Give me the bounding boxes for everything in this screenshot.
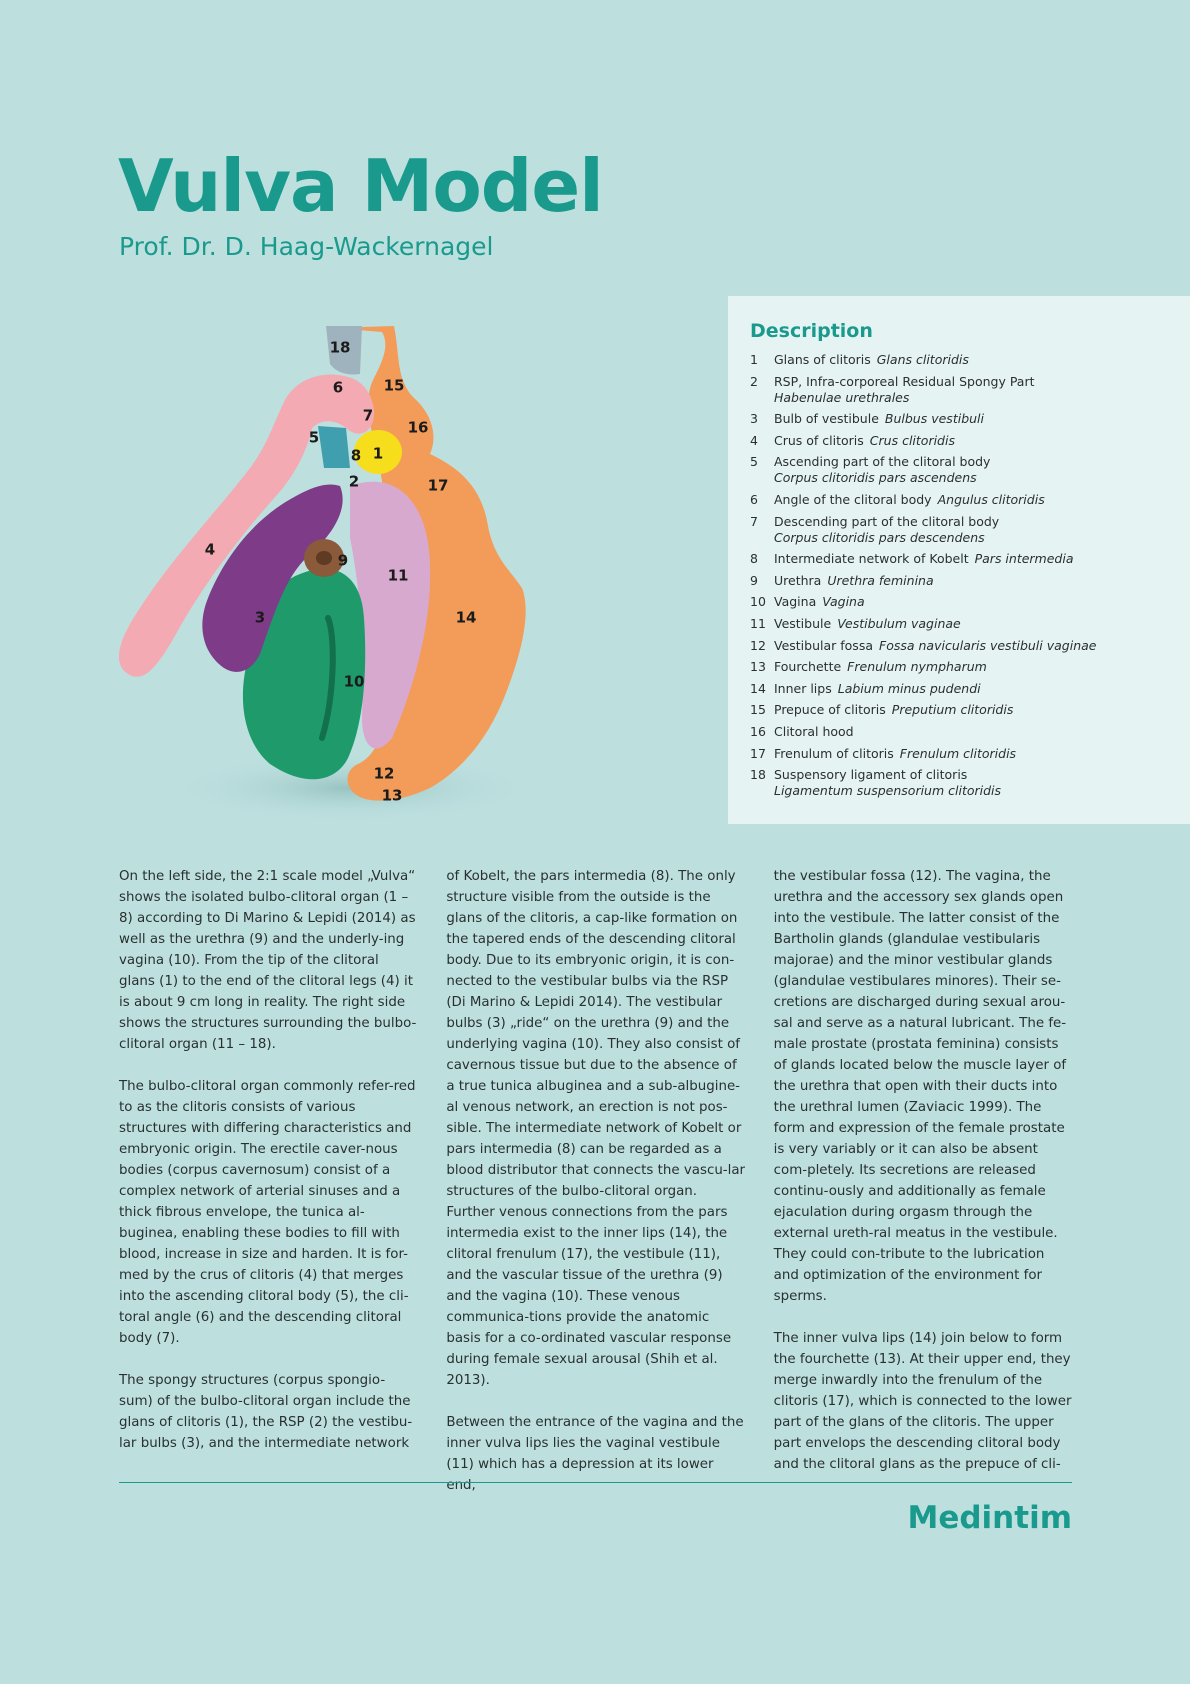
brand-logo: Medintim	[907, 1500, 1072, 1536]
body-text	[119, 866, 1073, 1517]
paragraph: The inner vulva lips (14) join below to form the fourchette (13). At their upper end, they merge inwardly into the frenulum of the clitoris (17), which is connected to the lower part of the glans of the clitoris. The upper part envelops the descending clitoral body and the clitoral glans as the prepuce of cli-	[773, 1331, 1072, 1472]
description-item	[750, 724, 1168, 740]
description-item-name: Glans of clitoris	[774, 352, 871, 367]
description-item	[750, 659, 1168, 675]
description-item-name: Intermediate network of Kobelt	[774, 551, 969, 567]
description-item-name: RSP, Infra-corporeal Residual Spongy Part	[774, 373, 1035, 389]
description-item-text	[774, 681, 1168, 697]
description-item-latin: Ligamentum suspensorium clitoridis	[774, 783, 1002, 799]
description-item-number: 6	[750, 491, 758, 507]
description-item-number: 7	[750, 513, 758, 529]
model-label-9: 9	[337, 551, 349, 570]
description-heading: Description	[750, 320, 873, 342]
model-label-3: 3	[254, 608, 266, 627]
page-title: Vulva Model	[118, 144, 603, 228]
description-item	[750, 594, 1168, 610]
model-label-11: 11	[387, 566, 409, 585]
description-item-latin: Crus clitoridis	[869, 432, 955, 448]
description-item-latin: Urethra feminina	[827, 572, 934, 588]
description-item-latin: Frenulum nympharum	[847, 659, 987, 675]
model-label-4: 4	[204, 540, 216, 559]
description-item-latin: Labium minus pudendi	[837, 680, 981, 696]
description-item-latin: Preputium clitoridis	[891, 702, 1014, 718]
description-item-number: 13	[750, 659, 766, 675]
paragraph: the vestibular fossa (12). The vagina, the urethra and the accessory sex glands open into the vestibule. The latter consist of the Bartholin glands (glandulae vestibularis majorae) and the minor vestibular glands (glandulae vestibulares minores). Their se-cretions are discharged during sexual arou-sal and serve as a natural lubricant. The fe-male prostate (prostata feminina) consists of glands located below the muscle layer of the urethra that open with their ducts into the urethral lumen (Zaviacic 1999). The form and expression of the female prostate is very variably or it can also be absent com-pletely. Its secretions are released continu-ously and additionally as female ejaculation during orgasm through the external ureth-ral meatus in the vestibule. They could con-tribute to the lubrication and optimization of the environment for sperms.	[773, 869, 1067, 1304]
model-label-5: 5	[308, 428, 320, 447]
description-item	[750, 746, 1168, 762]
description-item-latin: Bulbus vestibuli	[884, 411, 984, 427]
description-item	[750, 433, 1168, 449]
description-item-latin: Fossa navicularis vestibuli vaginae	[879, 637, 1097, 653]
description-item	[750, 454, 1168, 486]
description-item-name: Vestibular fossa	[774, 637, 873, 653]
vulva-model-illustration	[100, 318, 560, 826]
model-label-18: 18	[329, 338, 351, 357]
model-label-14: 14	[455, 608, 477, 627]
description-item-number: 11	[750, 615, 766, 631]
description-item-name: Vagina	[774, 594, 817, 610]
description-item-number: 17	[750, 745, 766, 761]
description-item-text	[774, 702, 1168, 718]
urethra-opening	[316, 551, 332, 565]
description-item-text	[774, 616, 1168, 632]
description-item-text	[774, 638, 1168, 654]
vulva-model-svg	[100, 318, 560, 826]
paragraph: On the left side, the 2:1 scale model „Vulva“ shows the isolated bulbo-clitoral organ (1 – 8) according to Di Marino & Lepidi (2014) as well as the urethra (9) and the underly-ing vagina (10). From the tip of the clitoral glans (1) to the end of the clitoral legs (4) it is about 9 cm long in reality. The right side shows the structures surrounding the bulbo-clitoral organ (11 – 18).	[119, 869, 417, 1052]
description-item	[750, 411, 1168, 427]
description-item-number: 14	[750, 680, 766, 696]
description-item-name: Urethra	[774, 572, 822, 588]
description-item-number: 16	[750, 723, 766, 739]
description-item-number: 4	[750, 432, 758, 448]
footer-divider	[119, 1482, 1072, 1483]
description-item-latin: Corpus clitoridis pars ascendens	[774, 470, 977, 486]
paragraph: of Kobelt, the pars intermedia (8). The only structure visible from the outside is the glans of the clitoris, a cap-like formation on the tapered ends of the descending clitoral body. Due to its embryonic origin, it is con-nected to the vestibular bulbs via the RSP (Di Marino & Lepidi 2014). The vestibular bulbs (3) „ride“ on the urethra (9) and the underlying vagina (10). They also consist of cavernous tissue but due to the absence of a true tunica albuginea and a sub-albugine-al venous network, an erection is not pos-sible. The intermediate network of Kobelt or pars intermedia (8) can be regarded as a blood distributor that connects the vascu-lar structures of the bulbo-clitoral organ. Further venous connections from the pars intermedia exist to the inner lips (14), the clitoral frenulum (17), the vestibule (11), and the vascular tissue of the urethra (9) and the vagina (10). These venous communica-tions provide the anatomic basis for a co-ordinated vascular response during female sexual arousal (Shih et al. 2013).	[446, 869, 746, 1388]
description-list	[750, 352, 1168, 799]
description-item-name: Clitoral hood	[774, 723, 854, 739]
description-item-text	[774, 573, 1168, 589]
text-column-1	[119, 866, 418, 1517]
description-item-number: 3	[750, 411, 758, 427]
description-item-latin: Habenulae urethrales	[774, 389, 910, 405]
description-item-latin: Corpus clitoridis pars descendens	[774, 529, 985, 545]
model-label-15: 15	[383, 376, 405, 395]
description-item-name: Prepuce of clitoris	[774, 702, 886, 718]
model-label-8: 8	[350, 446, 362, 465]
model-label-6: 6	[332, 378, 344, 397]
description-item-latin: Glans clitoridis	[876, 352, 969, 367]
text-column-3	[774, 866, 1073, 1517]
description-item-text	[774, 352, 1168, 368]
description-item-number: 2	[750, 373, 758, 389]
description-item	[750, 352, 1168, 368]
description-panel	[728, 296, 1190, 824]
description-item-text	[774, 767, 1168, 799]
description-item-number: 5	[750, 454, 758, 470]
description-item-text	[774, 551, 1168, 567]
description-item	[750, 767, 1168, 799]
description-item-name: Bulb of vestibule	[774, 411, 879, 427]
description-item-text	[774, 659, 1168, 675]
description-item-text	[774, 454, 1168, 486]
model-label-12: 12	[373, 764, 395, 783]
description-item	[750, 573, 1168, 589]
description-item-text	[774, 514, 1168, 546]
description-item-name: Suspensory ligament of clitoris	[774, 767, 968, 783]
description-item	[750, 616, 1168, 632]
description-item-name: Inner lips	[774, 680, 832, 696]
description-item-number: 9	[750, 572, 758, 588]
author-subtitle: Prof. Dr. D. Haag-Wackernagel	[119, 232, 494, 261]
description-item-text	[774, 724, 1168, 740]
description-item-name: Descending part of the clitoral body	[774, 513, 1000, 529]
model-label-1: 1	[372, 444, 384, 463]
paragraph: The spongy structures (corpus spongio-sum) of the bulbo-clitoral organ include the glans of clitoris (1), the RSP (2) the vestibu-lar bulbs (3), and the intermediate network	[119, 1373, 413, 1451]
description-item-name: Angle of the clitoral body	[774, 491, 932, 507]
description-item-number: 8	[750, 551, 758, 567]
description-item	[750, 492, 1168, 508]
description-item-text	[774, 492, 1168, 508]
description-item	[750, 514, 1168, 546]
description-item	[750, 551, 1168, 567]
text-column-2	[446, 866, 745, 1517]
description-item-text	[774, 433, 1168, 449]
model-label-16: 16	[407, 418, 429, 437]
description-item-name: Vestibule	[774, 615, 832, 631]
paragraph: The bulbo-clitoral organ commonly refer-red to as the clitoris consists of various structures with differing characteristics and embryonic origin. The erectile caver-nous bodies (corpus cavernosum) consist of a complex network of arterial sinuses and a thick fibrous envelope, the tunica al-buginea, enabling these bodies to fill with blood, increase in size and harden. It is for-med by the crus of clitoris (4) that merges into the ascending clitoral body (5), the cli-toral angle (6) and the descending clitoral body (7).	[119, 1079, 416, 1346]
description-item	[750, 638, 1168, 654]
description-item-text	[774, 746, 1168, 762]
description-item-latin: Pars intermedia	[974, 551, 1074, 567]
description-item-name: Fourchette	[774, 659, 842, 675]
description-item-latin: Angulus clitoridis	[937, 491, 1045, 507]
paragraph: Between the entrance of the vagina and the inner vulva lips lies the vaginal vestibule (11) which has a depression at its lower end,	[446, 1415, 744, 1493]
description-item-name: Crus of clitoris	[774, 432, 864, 448]
intermediate-network-shape	[318, 426, 350, 468]
description-item-latin: Frenulum clitoridis	[899, 745, 1017, 761]
description-item-number: 10	[750, 594, 766, 610]
model-label-2: 2	[348, 472, 360, 491]
description-item-latin: Vagina	[822, 594, 865, 610]
description-item	[750, 681, 1168, 697]
description-item	[750, 374, 1168, 406]
description-item-number: 18	[750, 767, 766, 783]
model-label-17: 17	[427, 476, 449, 495]
description-item-text	[774, 411, 1168, 427]
description-item-number: 15	[750, 702, 766, 718]
description-item-text	[774, 594, 1168, 610]
model-label-13: 13	[381, 786, 403, 805]
description-item	[750, 702, 1168, 718]
description-item-name: Ascending part of the clitoral body	[774, 454, 991, 470]
description-item-number: 12	[750, 637, 766, 653]
description-item-name: Frenulum of clitoris	[774, 745, 894, 761]
description-item-latin: Vestibulum vaginae	[837, 615, 961, 631]
description-item-number: 1	[750, 352, 758, 367]
model-label-10: 10	[343, 672, 365, 691]
description-item-text	[774, 374, 1168, 406]
model-label-7: 7	[362, 406, 374, 425]
